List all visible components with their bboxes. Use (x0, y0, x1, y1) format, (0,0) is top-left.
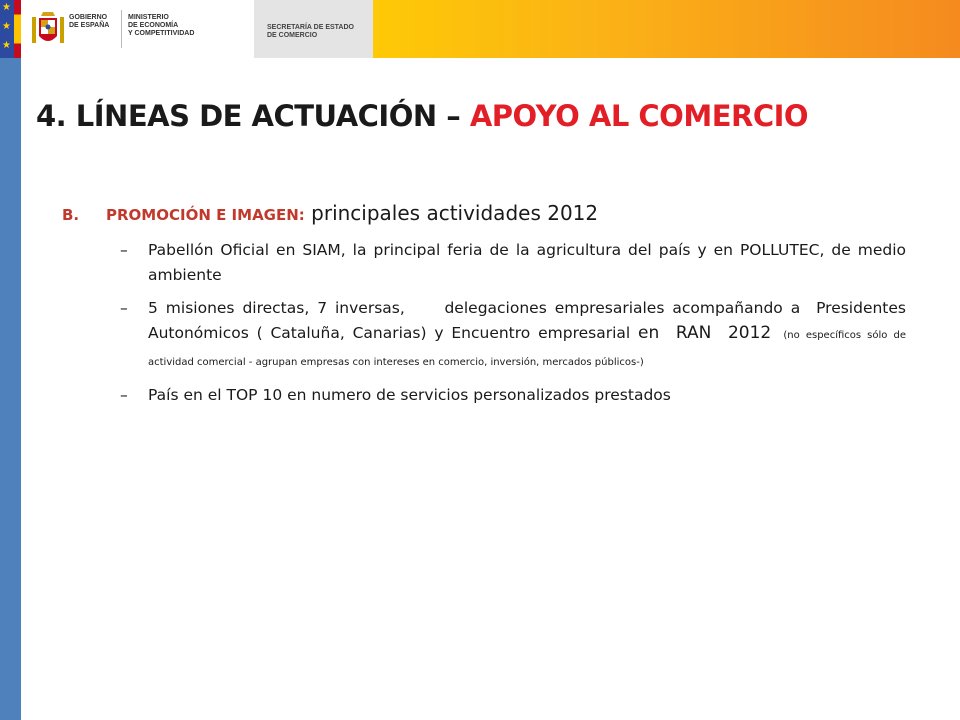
section-label: PROMOCIÓN E IMAGEN: (106, 206, 305, 224)
gobierno-label: GOBIERNO DE ESPAÑA (69, 14, 110, 29)
bullet-dash: – (120, 299, 128, 317)
bullet-text: 5 misiones directas, 7 inversas, delegaciones empresariales acompañando a Presidentes Autonómicos ( Cataluña, Canarias) y Encuentro empresarial (148, 299, 916, 342)
slide-content (62, 198, 916, 416)
header-banner (0, 0, 960, 58)
secretaria-box (254, 0, 373, 58)
bullet-item (62, 238, 906, 288)
bullet-text-emphasis: en RAN 2012 (638, 323, 772, 343)
eu-flag-icon: ★ ★ ★ (0, 0, 21, 58)
section-heading (62, 198, 906, 230)
coat-of-arms-icon (31, 9, 65, 49)
bullet-note: (no específicos sólo de actividad comercial - agrupan empresas con intereses en comercio, inversión, mercados públicos-) (148, 330, 910, 368)
bullet-item (62, 383, 906, 408)
left-accent-bar (0, 0, 21, 720)
bullet-text: Pabellón Oficial en SIAM, la principal feria de la agricultura del país y en POLLUTEC, de medio ambiente (148, 241, 906, 284)
ministerio-label: MINISTERIO DE ECONOMÍA Y COMPETITIVIDAD (128, 14, 195, 37)
slide-title (36, 99, 808, 133)
title-highlight: APOYO AL COMERCIO (469, 99, 809, 133)
government-logo (21, 0, 373, 58)
section-marker: B. (62, 206, 80, 224)
bullet-item (62, 296, 916, 375)
section-rest: principales actividades 2012 (304, 201, 599, 225)
spain-flag-icon (14, 0, 21, 58)
header-divider (121, 10, 122, 48)
bullet-dash: – (120, 386, 128, 404)
bullet-dash: – (120, 241, 128, 259)
bullet-text: País en el TOP 10 en numero de servicios personalizados prestados (148, 386, 671, 404)
secretaria-label: SECRETARÍA DE ESTADO DE COMERCIO (267, 24, 354, 39)
title-main: 4. LÍNEAS DE ACTUACIÓN – (36, 99, 470, 133)
